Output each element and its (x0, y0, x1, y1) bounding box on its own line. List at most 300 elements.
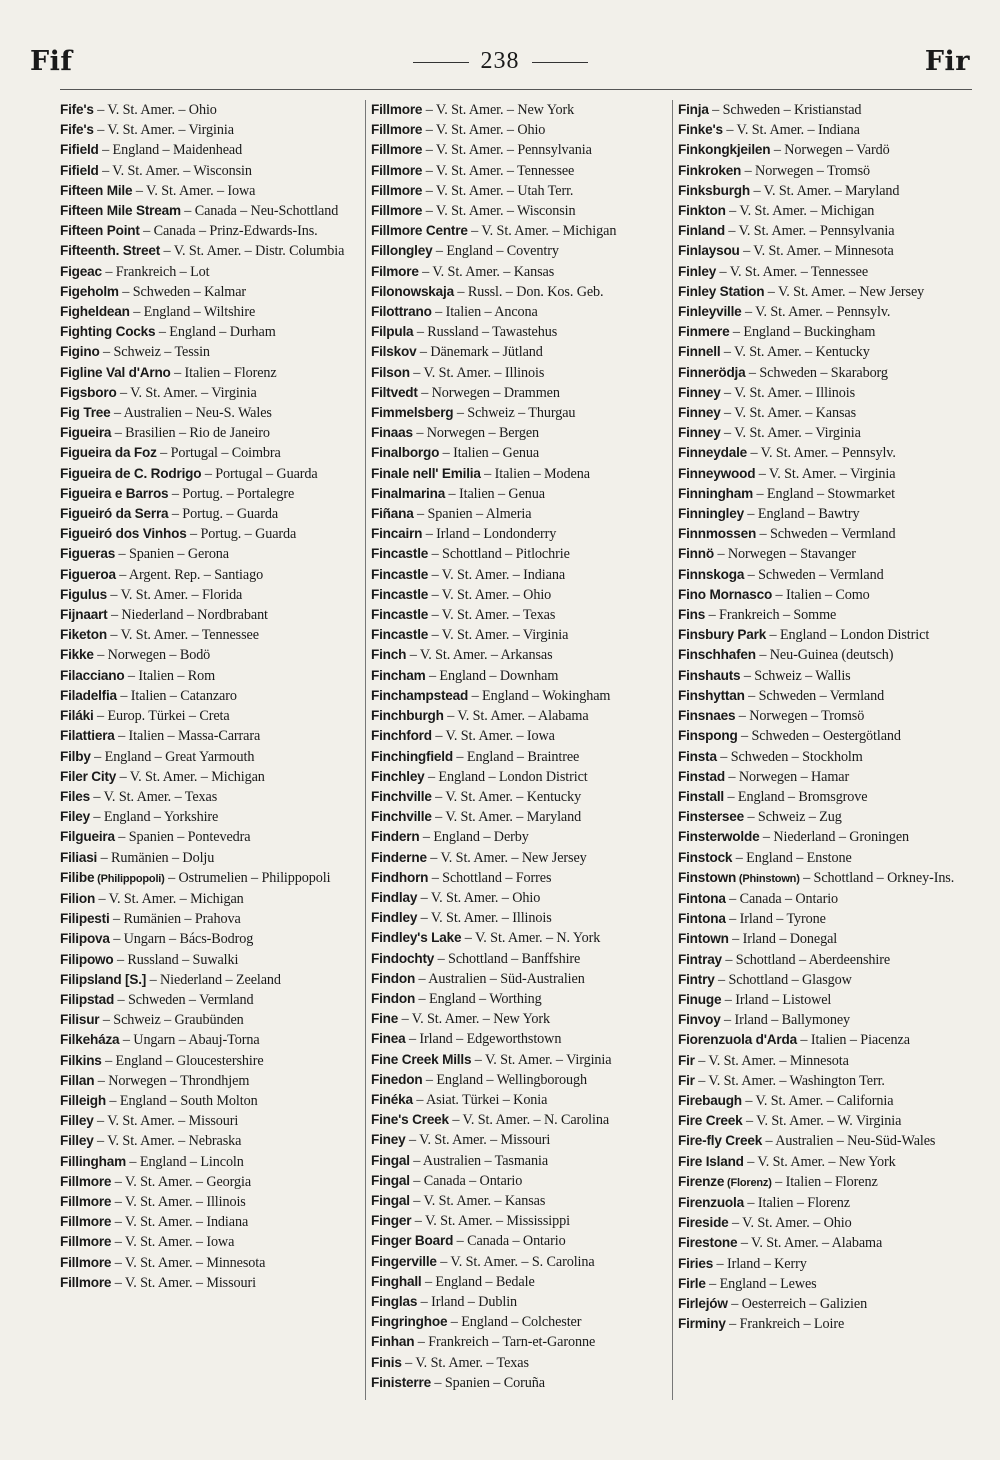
entry-headword: Finney (678, 425, 721, 441)
gazetteer-entry (371, 1171, 673, 1191)
gazetteer-entry (371, 464, 673, 484)
entry-location: – Schweden – Vermland (744, 566, 884, 583)
entry-headword: Firenze (678, 1173, 725, 1189)
entry-location: – V. St. Amer. – Michigan (725, 203, 875, 220)
gazetteer-entry (678, 1010, 978, 1030)
entry-location: – Schweiz – Graubünden (99, 1012, 244, 1029)
entry-headword: Fingal (371, 1172, 410, 1188)
entry-headword: Filisur (60, 1012, 100, 1028)
entry-headword: Filottrano (371, 304, 432, 320)
entry-location: – V. St. Amer. – Ohio (428, 586, 552, 603)
gazetteer-entry (60, 1071, 360, 1091)
entry-location: – V. St. Amer. – Utah Terr. (422, 182, 574, 199)
gazetteer-entry (371, 1292, 673, 1312)
entry-location: – V. St. Amer. – Washington Terr. (694, 1072, 885, 1089)
gazetteer-entry (678, 140, 978, 160)
gazetteer-entry (678, 585, 978, 605)
gazetteer-entry (371, 706, 673, 726)
entry-location: – V. St. Amer. – Indiana (722, 122, 860, 139)
page-header (30, 44, 970, 84)
entry-location: – Norwegen – Vardö (770, 142, 890, 159)
gazetteer-entry (371, 1211, 673, 1231)
entry-location: – Norwegen – Bergen (412, 425, 540, 442)
entry-headword: Filley (60, 1113, 94, 1129)
gazetteer-entry (60, 827, 360, 847)
entry-location: – England – Worthing (415, 990, 542, 1007)
entry-headword: Filgueira (60, 829, 115, 845)
entry-headword: Finchville (371, 788, 432, 804)
entry-headword: Filipowo (60, 951, 114, 967)
entry-location: – Schweden – Kristianstad (708, 102, 862, 118)
entry-headword: Fifteenth. Street (60, 243, 161, 259)
entry-headword: Finhan (371, 1334, 415, 1350)
gazetteer-entry (371, 1009, 673, 1029)
gazetteer-entry (678, 990, 978, 1010)
entry-headword: Filby (60, 748, 91, 764)
entry-headword: Filskov (371, 344, 417, 360)
entry-location: – V. St. Amer. – Minnesota (111, 1254, 266, 1271)
entry-location: – Irland – Ballymoney (720, 1012, 851, 1029)
entry-headword: Finkroken (678, 162, 742, 178)
entry-headword: Filion (60, 890, 96, 906)
gazetteer-entry (678, 241, 978, 261)
gazetteer-entry (371, 363, 673, 383)
entry-headword: Fintown (678, 931, 729, 947)
gazetteer-entry (371, 201, 673, 221)
entry-headword: Finley (678, 263, 717, 279)
gazetteer-entry (371, 100, 673, 120)
gazetteer-entry (678, 645, 978, 665)
gazetteer-entry (678, 787, 978, 807)
gazetteer-entry (60, 282, 360, 302)
entry-location: – England – Wiltshire (129, 304, 256, 321)
entry-headword: Findley's Lake (371, 930, 462, 946)
entry-alt-name: (Florenz) (724, 1176, 772, 1189)
gazetteer-entry (60, 1051, 360, 1071)
entry-headword: Fillmore (371, 142, 423, 158)
gazetteer-entry (371, 282, 673, 302)
entry-location: – V. St. Amer. – Virginia (471, 1051, 612, 1068)
gazetteer-entry (60, 504, 360, 524)
entry-location: – Italien – Florenz (743, 1194, 850, 1211)
gazetteer-entry (60, 706, 360, 726)
gazetteer-entry (60, 120, 360, 140)
entry-location: – Spanien – Gerona (115, 546, 229, 563)
entry-location: – Irland – Londonderry (422, 526, 557, 543)
entry-headword: Finsnaes (678, 708, 736, 724)
gazetteer-entry (678, 484, 978, 504)
entry-location: – Rumänien – Prahova (109, 911, 241, 928)
entry-location: – England – Downham (425, 667, 559, 684)
gazetteer-entry (371, 504, 673, 524)
entry-headword: Fillmore (60, 1193, 112, 1209)
gazetteer-entry (678, 262, 978, 282)
entry-location: – Canada – Prinz-Edwards-Ins. (139, 223, 318, 240)
entry-location: – V. St. Amer. – Minnesota (694, 1052, 849, 1069)
entry-headword: Finnö (678, 546, 714, 562)
gazetteer-entry (60, 100, 360, 120)
entry-location: – V. St. Amer. – Alabama (443, 708, 589, 725)
entry-location: – V. St. Amer. – Pennsylvania (422, 142, 592, 159)
gazetteer-entry (678, 1213, 978, 1233)
entry-location: – Schottland – Banffshire (434, 950, 581, 967)
gazetteer-entry (60, 302, 360, 322)
entry-location: – V. St. Amer. – W. Virginia (742, 1113, 902, 1130)
gazetteer-entry (678, 1233, 978, 1253)
gazetteer-entry (371, 565, 673, 585)
entry-location: – Russl. – Don. Kos. Geb. (453, 283, 604, 300)
gazetteer-entry (60, 544, 360, 564)
gazetteer-entry (60, 1232, 360, 1252)
entry-location: – V. St. Amer. – Kentucky (720, 344, 870, 361)
entry-location: – Schottland – Pitlochrie (428, 546, 570, 563)
gazetteer-entry (371, 807, 673, 827)
entry-headword: Finstown (678, 869, 737, 885)
entry-location: – Italien – Florenz (170, 364, 277, 381)
entry-headword: Fire Island (678, 1153, 744, 1169)
gazetteer-entry (678, 403, 978, 423)
entry-headword: Fine's Creek (371, 1112, 449, 1128)
entry-location: – V. St. Amer. – Minnesota (739, 243, 894, 260)
gazetteer-entry (60, 1010, 360, 1030)
entry-headword: Finningley (678, 506, 744, 522)
gazetteer-entry (60, 342, 360, 362)
entry-location: – England – Bawtry (743, 506, 860, 523)
gazetteer-entry (371, 1029, 673, 1049)
entry-location: – V. St. Amer. – Illinois (409, 364, 545, 381)
gazetteer-entry (678, 383, 978, 403)
header-rule-left (413, 62, 469, 63)
gazetteer-entry (60, 1131, 360, 1151)
gazetteer-entry (371, 161, 673, 181)
entry-location: – Schottland – Forres (428, 869, 552, 886)
entry-headword: Finke's (678, 122, 723, 138)
entry-location: – V. St. Amer. – Virginia (93, 122, 234, 139)
gazetteer-entry (678, 666, 978, 686)
entry-location: – Brasilien – Rio de Janeiro (111, 425, 270, 442)
entry-headword: Finshauts (678, 667, 741, 683)
gazetteer-entry (371, 726, 673, 746)
gazetteer-columns (60, 100, 972, 1400)
entry-location: – V. St. Amer. – Kentucky (431, 788, 582, 805)
gazetteer-entry (371, 1070, 673, 1090)
entry-location: – Norwegen – Bodö (93, 647, 211, 664)
entry-headword: Findon (371, 990, 416, 1006)
entry-headword: Filonowskaja (371, 283, 454, 299)
entry-location: – Schottland – Orkney-Ins. (799, 869, 955, 886)
entry-headword: Filáki (60, 708, 94, 724)
entry-headword: Finneydale (678, 445, 748, 461)
entry-headword: Figueiró da Serra (60, 506, 169, 522)
entry-headword: Finedon (371, 1071, 423, 1087)
entry-location: – Norwegen – Tromsö (741, 162, 871, 179)
entry-location: – Canada – Neu-Schottland (180, 203, 339, 220)
gazetteer-entry (60, 181, 360, 201)
entry-location: – Norwegen – Drammen (417, 384, 560, 401)
gazetteer-entry (60, 363, 360, 383)
gazetteer-entry (678, 524, 978, 544)
header-rule-right (532, 62, 588, 63)
entry-location: – Irland – Listowel (721, 991, 832, 1008)
entry-location: – V. St. Amer. – Illinois (111, 1193, 246, 1210)
entry-location: – Irland – Tyrone (725, 911, 826, 928)
entry-headword: Filadelfia (60, 687, 117, 703)
gazetteer-entry (678, 201, 978, 221)
entry-location: – England – London District (766, 627, 930, 644)
entry-headword: Fillmore (371, 122, 423, 138)
gazetteer-entry (60, 423, 360, 443)
entry-headword: Fillmore (60, 1254, 112, 1270)
entry-location: – Schweden – Vermland (756, 526, 896, 543)
gazetteer-entry (678, 1152, 978, 1172)
entry-headword: Finsbury Park (678, 627, 767, 643)
entry-location: – Frankreich – Loire (725, 1316, 845, 1333)
gazetteer-entry (371, 868, 673, 888)
entry-headword: Finis (371, 1354, 402, 1370)
gazetteer-entry (371, 1130, 673, 1150)
entry-alt-name: (Philippopoli) (94, 872, 165, 885)
entry-location: – Schweiz – Wallis (740, 667, 851, 684)
entry-location: – Ungarn – Abauj-Torna (119, 1032, 260, 1049)
gazetteer-entry (60, 807, 360, 827)
entry-headword: Finchley (371, 768, 425, 784)
gazetteer-entry (678, 565, 978, 585)
entry-headword: Fine (371, 1011, 399, 1027)
entry-location: – England – Stowmarket (753, 485, 895, 502)
entry-headword: Fife's (60, 102, 94, 117)
entry-headword: Figino (60, 344, 100, 360)
entry-headword: Fillmore (371, 203, 423, 219)
entry-location: – V. St. Amer. – Tennessee (106, 627, 259, 644)
entry-location: – England – Wokingham (468, 687, 611, 704)
entry-location: – Portugal – Coimbra (156, 445, 281, 462)
gazetteer-entry (60, 848, 360, 868)
entry-location: – Portug. – Guarda (186, 526, 297, 543)
gazetteer-entry (678, 686, 978, 706)
gazetteer-entry (678, 827, 978, 847)
gazetteer-entry (371, 605, 673, 625)
gazetteer-entry (371, 747, 673, 767)
entry-location: – England – Durham (155, 324, 276, 341)
entry-location: – V. St. Amer. – Georgia (111, 1173, 252, 1190)
entry-location: – England – Yorkshire (89, 809, 219, 826)
entry-headword: Filleigh (60, 1092, 106, 1108)
gazetteer-entry (60, 990, 360, 1010)
entry-headword: Fillmore (60, 1274, 112, 1290)
header-first-keyword: Fif (30, 46, 73, 77)
entry-location: – Italien – Modena (480, 465, 590, 482)
entry-location: – Norwegen – Tromsö (735, 708, 865, 725)
gazetteer-entry (371, 443, 673, 463)
gazetteer-entry (678, 1172, 978, 1193)
entry-location: – Europ. Türkei – Creta (93, 708, 230, 725)
entry-location: – Norwegen – Throndhjem (94, 1072, 250, 1089)
entry-location: – V. St. Amer. – Texas (401, 1354, 529, 1371)
entry-headword: Findon (371, 970, 416, 986)
gazetteer-entry (678, 464, 978, 484)
entry-headword: Fifield (60, 162, 99, 178)
entry-location: – V. St. Amer. – California (741, 1092, 894, 1109)
gazetteer-entry (678, 443, 978, 463)
entry-headword: Finkton (678, 203, 726, 219)
entry-headword: Finschhafen (678, 647, 756, 663)
entry-location: – England – South Molton (105, 1092, 258, 1109)
entry-headword: Fillan (60, 1072, 95, 1088)
gazetteer-entry (60, 909, 360, 929)
entry-headword: Finspong (678, 728, 738, 744)
gazetteer-entry (60, 1273, 360, 1293)
gazetteer-entry (60, 666, 360, 686)
entry-headword: Findern (371, 829, 420, 845)
entry-location: – V. St. Amer. – New York (398, 1011, 550, 1028)
entry-location: – Oesterreich – Galizien (727, 1295, 868, 1312)
gazetteer-entry (60, 645, 360, 665)
entry-headword: Finger (371, 1213, 412, 1229)
entry-location: – England – Wellingborough (422, 1071, 588, 1088)
entry-headword: Figueira da Foz (60, 445, 157, 461)
entry-location: – Frankreich – Somme (705, 607, 837, 624)
gazetteer-entry (60, 443, 360, 463)
gazetteer-entry (678, 605, 978, 625)
entry-headword: Filkeháza (60, 1032, 120, 1048)
entry-headword: Files (60, 788, 90, 804)
gazetteer-entry (678, 726, 978, 746)
gazetteer-entry (60, 201, 360, 221)
entry-location: – V. St. Amer. – Illinois (720, 384, 856, 401)
entry-location: – England – Lincoln (125, 1153, 244, 1170)
gazetteer-entry (371, 1050, 673, 1070)
entry-location: – V. St. Amer. – Indiana (428, 566, 566, 583)
gazetteer-entry (60, 262, 360, 282)
gazetteer-entry (60, 970, 360, 990)
entry-headword: Filibe (60, 869, 95, 885)
entry-location: – Italien – Piacenza (796, 1032, 910, 1049)
entry-location: – V. St. Amer. – New York (422, 102, 575, 118)
gazetteer-entry (371, 645, 673, 665)
entry-location: – V. St. Amer. – Maryland (750, 182, 900, 199)
gazetteer-entry (371, 888, 673, 908)
gazetteer-entry (60, 1030, 360, 1050)
entry-location: – V. St. Amer. – Ohio (93, 102, 217, 118)
entry-headword: Finstersee (678, 809, 745, 825)
gazetteer-entry (60, 403, 360, 423)
entry-location: – V. St. Amer. – Virginia (116, 384, 257, 401)
entry-location: – V. St. Amer. – Pennsylvania (724, 223, 895, 240)
entry-headword: Fiñana (371, 506, 414, 522)
entry-location: – V. St. Amer. – New York (743, 1153, 896, 1170)
entry-location: – Italien – Ancona (431, 304, 538, 321)
entry-headword: Fiorenzuola d'Arda (678, 1032, 797, 1048)
entry-location: – Ungarn – Bács-Bodrog (109, 931, 254, 948)
gazetteer-entry (678, 767, 978, 787)
entry-headword: Fillmore (371, 102, 423, 117)
gazetteer-entry (371, 1312, 673, 1332)
entry-headword: Finja (678, 102, 709, 117)
gazetteer-entry (60, 140, 360, 160)
entry-headword: Figueiró dos Vinhos (60, 526, 187, 542)
entry-location: – Schweden – Oestergötland (737, 728, 901, 745)
entry-headword: Figheldean (60, 304, 130, 320)
gazetteer-entry (371, 423, 673, 443)
entry-headword: Fincham (371, 667, 426, 683)
entry-location: – V. St. Amer. – Virginia (428, 627, 569, 644)
entry-headword: Fillmore (371, 182, 423, 198)
gazetteer-entry (371, 928, 673, 948)
entry-location: – Niederland – Zeeland (146, 971, 281, 988)
entry-headword: Finstock (678, 849, 733, 865)
entry-location: – Schweden – Vermland (114, 991, 254, 1008)
entry-location: – Neu-Guinea (deutsch) (755, 647, 894, 664)
gazetteer-entry (371, 969, 673, 989)
entry-location: – England – Derby (419, 829, 529, 846)
entry-headword: Fillingham (60, 1153, 126, 1169)
entry-location: – V. St. Amer. – Kansas (409, 1192, 546, 1209)
entry-headword: Finger Board (371, 1233, 454, 1249)
gazetteer-entry (371, 666, 673, 686)
entry-headword: Firestone (678, 1235, 738, 1251)
entry-headword: Findochty (371, 950, 435, 966)
entry-location: – Italien – Massa-Carrara (114, 728, 261, 745)
gazetteer-entry (678, 504, 978, 524)
entry-location: – Italien – Como (772, 586, 870, 603)
entry-location: – Portug. – Portalegre (168, 485, 295, 502)
gazetteer-entry (678, 100, 978, 120)
gazetteer-entry (371, 625, 673, 645)
entry-location: – V. St. Amer. – S. Carolina (436, 1253, 595, 1270)
entry-location: – Schweiz – Tessin (99, 344, 210, 361)
gazetteer-entry (371, 1231, 673, 1251)
entry-location: – Irland – Donegal (728, 931, 838, 948)
entry-headword: Fingal (371, 1152, 410, 1168)
entry-headword: Fintry (678, 971, 715, 987)
entry-location: – Schweiz – Thurgau (453, 405, 576, 422)
entry-location: – Schweden – Vermland (744, 687, 885, 704)
entry-headword: Fincastle (371, 586, 429, 602)
entry-headword: Finvoy (678, 1012, 721, 1028)
entry-headword: Finshyttan (678, 687, 745, 703)
gazetteer-entry (678, 1091, 978, 1111)
entry-headword: Filley (60, 1133, 94, 1149)
gazetteer-entry (60, 726, 360, 746)
gazetteer-entry (678, 889, 978, 909)
entry-location: – Spanien – Almeria (413, 506, 532, 523)
entry-location: – V. St. Amer. – Ohio (417, 889, 541, 906)
gazetteer-entry (371, 342, 673, 362)
entry-location: – V. St. Amer. – Mississippi (411, 1213, 570, 1230)
entry-headword: Finley Station (678, 283, 765, 299)
entry-headword: Figulus (60, 586, 107, 602)
entry-location: – Spanien – Pontevedra (114, 829, 251, 846)
entry-location: – Irland – Dublin (417, 1293, 518, 1310)
entry-headword: Finningham (678, 485, 754, 501)
entry-headword: Finchville (371, 809, 432, 825)
header-divider (60, 89, 972, 90)
gazetteer-entry (371, 908, 673, 928)
entry-headword: Filipesti (60, 911, 110, 927)
entry-location: – Ostrumelien – Philippopoli (164, 869, 331, 886)
entry-headword: Finaas (371, 425, 413, 441)
entry-headword: Figueras (60, 546, 116, 562)
entry-location: – V. St. Amer. – Iowa (431, 728, 555, 745)
entry-location: – Asiat. Türkei – Konia (412, 1091, 548, 1108)
entry-location: – Schweden – Skaraborg (745, 364, 888, 381)
entry-location: – V. St. Amer. – Virginia (755, 465, 896, 482)
entry-headword: Fire Creek (678, 1113, 743, 1129)
entry-headword: Filtvedt (371, 384, 418, 400)
gazetteer-entry (371, 383, 673, 403)
entry-headword: Fifteen Point (60, 223, 140, 239)
gazetteer-entry (678, 161, 978, 181)
